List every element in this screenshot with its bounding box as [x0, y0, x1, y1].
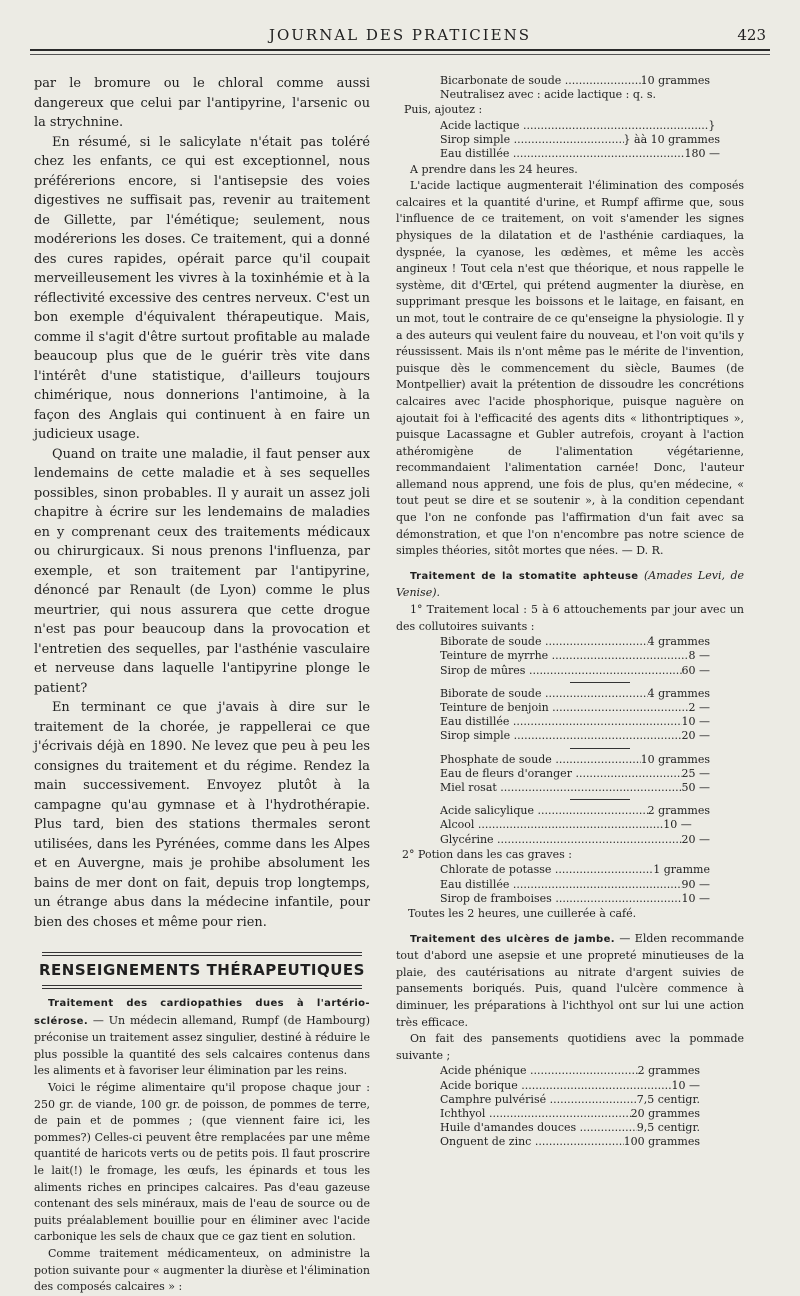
stomatite-author: (Amades Levi, de Venise). — [396, 568, 744, 600]
page-number: 423 — [737, 26, 766, 44]
cardio-text: — Un médecin allemand, Rumpf (de Hambourg) préconise un traitement assez singulier, destiné à réduire le plus possible la quantité des sels calcaires contenus dans les aliments et à favoriser leur élimination par les reins. — [34, 1013, 370, 1078]
recipe-row: Sirop simple ..... 20 — — [440, 729, 710, 743]
ulceres-lead: Traitement des ulcères de jambe. — Elden recommande tout d'abord une asepsie et une propreté minutieuses de la plaie, des cautérisations au nitrate d'argent suivies de pansements boriqués. Puis, quand l'ulcère commence à diminuer, les préparations à l'ichthyol ont sur lui une action très efficace. — [396, 931, 744, 1029]
cardio-commentary — [396, 162, 744, 560]
commentary-paragraph: L'acide lactique augmenterait l'élimination des composés calcaires et la quantité d'urine, et Rumpf affirme que, sous l'influence de ce traitement, on voit s'amender les signes physiques de la dilatation et de l'asthénie cardiaques, la dyspnée, la cyanose, les œdèmes, et même les accès angineux ! Tout cela n'est que théorique, et nous rappelle le système, dit d'Œrtel, qui prétend augmenter la diurèse, en supprimant presque les boissons et le laitage, en faisant, en un mot, tout le contraire de ce qu'enseigne la physiologie. Il y a des auteurs qui veulent faire du nouveau, et l'on voit qu'ils y réussissent. Mais ils n'ont même pas le mérite de l'invention, puisque dès le commencement du siècle, Baumes (de Montpellier) avait la prétention de dissoudre les concrétions calcaires avec l'acide phosphorique, puisque naguère on ajoutait foi à l'efficacité des agents dits « lithontriptiques », puisque Lacassagne et Gubler autrefois, croyant à l'action athéromigène de l'alimentation végétarienne, recommandaient l'alimentation carnée! Donc, l'auteur allemand nous apprend, une fois de plus, qu'en médecine, « tout peut se dire et se soutenir », à la condition cependant que l'on ne confonde pas l'affirmation d'un fait avec sa démonstration, et que l'on n'encombre pas notre science de simples théories, sitôt mortes que nées. — D. R. — [396, 179, 744, 558]
recipe-row: Chlorate de potasse ..... 1 gramme — [440, 863, 710, 877]
recipe-divider — [570, 799, 630, 800]
stomatite-title: Traitement de la stomatite aphteuse — [410, 570, 639, 582]
ulceres-title: Traitement des ulcères de jambe. — [410, 933, 615, 945]
body-paragraph: par le bromure ou le chloral comme aussi dangereux que celui par l'antipyrine, l'arsenic ou la strychnine. — [34, 76, 370, 130]
ulceres-article — [396, 931, 744, 1065]
potion-intro: 2° Potion dans les cas graves : — [402, 847, 573, 861]
potion-recipe — [440, 74, 710, 102]
recipe-row: Neutralisez avec : acide lactique : q. s. — [440, 88, 657, 102]
potion-recipe-2 — [440, 119, 720, 162]
recipe-row: Acide borique ..... 10 — — [440, 1079, 700, 1093]
stomatite-article — [396, 568, 744, 635]
recipe-row: Camphre pulvérisé ..... 7,5 centigr. — [440, 1093, 700, 1107]
recipe-row: Teinture de myrrhe ..... 8 — — [440, 649, 710, 663]
stomatite-lead — [396, 568, 744, 602]
recipe-note: Toutes les 2 heures, une cuillerée à café. — [408, 907, 637, 921]
recipe-row: Biborate de soude ..... 4 grammes — [440, 635, 710, 649]
potion-graves — [440, 863, 710, 906]
recipe-divider — [570, 682, 630, 683]
recipe-row: Acide phénique ..... 2 grammes — [440, 1064, 700, 1078]
recipe-note: Puis, ajoutez : — [404, 103, 483, 117]
running-header — [30, 26, 770, 48]
body-paragraph: En terminant ce que j'avais à dire sur le traitement de la chorée, je rappellerai ce que j'écrivais déjà en 1890. Ne levez que peu à peu les consignes du traitement et du régime. Rendez la main successivement. Envoyez plutôt à la campagne qu'au gymnase et à l'hydrothérapie. Plus tard, bien des stations thermales seront utilisées, dans les Pyrénées, comme dans les Alpes et en Auvergne, mais je prohibe absolument les bains de mer dont on fait, depuis trop longtemps, un étrange abus dans la médecine infantile, pour bien des choses et même pour rien. — [34, 700, 370, 930]
recipe-row: Sirop de mûres ..... 60 — — [440, 664, 710, 678]
cardio-paragraph: Voici le régime alimentaire qu'il propose chaque jour : 250 gr. de viande, 100 gr. de poisson, de pommes de terre, de pain et de pommes ; (que viennent faire ici, les pommes?) Celles-ci peuvent être remplacées par une même quantité de haricots verts ou de petits pois. Il faut proscrire le lait(!) le fromage, les œufs, les épinards et tous les aliments riches en principes calcaires. Pas d'eau gazeuse contenant des sels minéraux, mais de l'eau de source ou de puits préalablement bouillie pour en éliminer avec l'acide carbonique les sels de chaux que ce gaz tient en solution. — [34, 1080, 370, 1244]
recipe-note: A prendre dans les 24 heures. — [410, 162, 578, 176]
cardio-lead — [34, 995, 370, 1080]
recipe-row: Glycérine ..... 20 — — [440, 833, 710, 847]
recipe-row: Teinture de benjoin ..... 2 — — [440, 701, 710, 715]
section-title: RENSEIGNEMENTS THÉRAPEUTIQUES — [39, 961, 365, 979]
recipe-row: Eau distillée ..... 10 — — [440, 715, 710, 729]
stomatite-intro: 1° Traitement local : 5 à 6 attouchements par jour avec un des collutoires suivants : — [396, 603, 744, 633]
left-column — [34, 74, 370, 1296]
section-header — [34, 952, 370, 989]
recipe-row: Huile d'amandes douces ..... 9,5 centigr. — [440, 1121, 700, 1135]
cardio-title: Traitement des cardiopathies dues à l'artério-sclérose. — [34, 998, 370, 1027]
cardio-paragraph: Comme traitement médicamenteux, on administre la potion suivante pour « augmenter la diurèse et l'élimination des composés calcaires » : — [34, 1246, 370, 1294]
section-rule-top — [42, 952, 362, 956]
recipe-divider — [570, 748, 630, 749]
body-paragraph: Quand on traite une maladie, il faut penser aux lendemains de cette maladie et à ses sequelles possibles, sinon probables. Il y aurait un assez joli chapitre à écrire sur les lendemains de maladies en y comprenant ceux des traitements médicaux ou chirurgicaux. Si nous prenons l'influenza, par exemple, et son traitement par l'antipyrine, dénoncé par Renault (de Lyon) comme le plus meurtrier, qui nous assurera que cette drogue n'est pas pour beaucoup dans la provocation et l'entretien des sequelles, par l'asthénie vasculaire et nerveuse dans laquelle l'antipyrine plonge le patient? — [34, 446, 370, 696]
recipe-row: Ichthyol ..... 20 grammes — [440, 1107, 700, 1121]
section-rule-bottom — [42, 985, 362, 989]
header-rule — [30, 49, 770, 51]
right-column — [396, 74, 744, 1150]
header-rule-thin — [30, 54, 770, 55]
recipe-row: Bicarbonate de soude ..... 10 grammes — [440, 74, 710, 88]
recipe-row: Miel rosat ..... 50 — — [440, 781, 710, 795]
recipe-row: Eau distillée ..... 180 — — [440, 147, 720, 161]
recipe-row: Acide lactique ..... } — [440, 119, 720, 133]
recipe-row: Eau distillée ..... 90 — — [440, 878, 710, 892]
recipe-row: Eau de fleurs d'oranger ..... 25 — — [440, 767, 710, 781]
recipe-row: Biborate de soude ..... 4 grammes — [440, 687, 710, 701]
recipe-row: Phosphate de soude ..... 10 grammes — [440, 753, 710, 767]
cardio-article — [34, 995, 370, 1296]
recipe-row: Onguent de zinc ..... 100 grammes — [440, 1135, 700, 1149]
body-paragraph: En résumé, si le salicylate n'était pas toléré chez les enfants, ce qui est exceptionnel, nous préférerions encore, si l'antisepsie des voies digestives ne suffisait pas, revenir au traitement de Gillette, par l'émétique; seulement, nous modérerions les doses. Ce traitement, qui a donné des cures rapides, opérait parce qu'il coupait merveilleusement les vivres à la toxinhémie et à la réflectivité excessive des centres nerveux. C'est un bon exemple d'équivalent thérapeutique. Mais, comme il s'agit d'être surtout profitable au malade beaucoup plus que de le guérir très vite dans l'intérêt d'une statistique, d'ailleurs toujours chimérique, nous donnerions l'antimoine, à la façon des Anglais qui continuent à en faire un judicieux usage. — [34, 134, 370, 442]
recipe-row: Alcool ..... 10 — — [440, 818, 710, 832]
ulceres-paragraph: On fait des pansements quotidiens avec la pommade suivante ; — [396, 1032, 744, 1062]
recipe-row: Sirop de framboises ..... 10 — — [440, 892, 710, 906]
recipe-row: Sirop simple ..... } àà 10 grammes — [440, 133, 720, 147]
recipe-row: Acide salicylique ..... 2 grammes — [440, 804, 710, 818]
journal-title: JOURNAL DES PRATICIENS — [268, 26, 532, 44]
pommade-recipe — [440, 1064, 700, 1149]
collutoires — [440, 635, 710, 847]
